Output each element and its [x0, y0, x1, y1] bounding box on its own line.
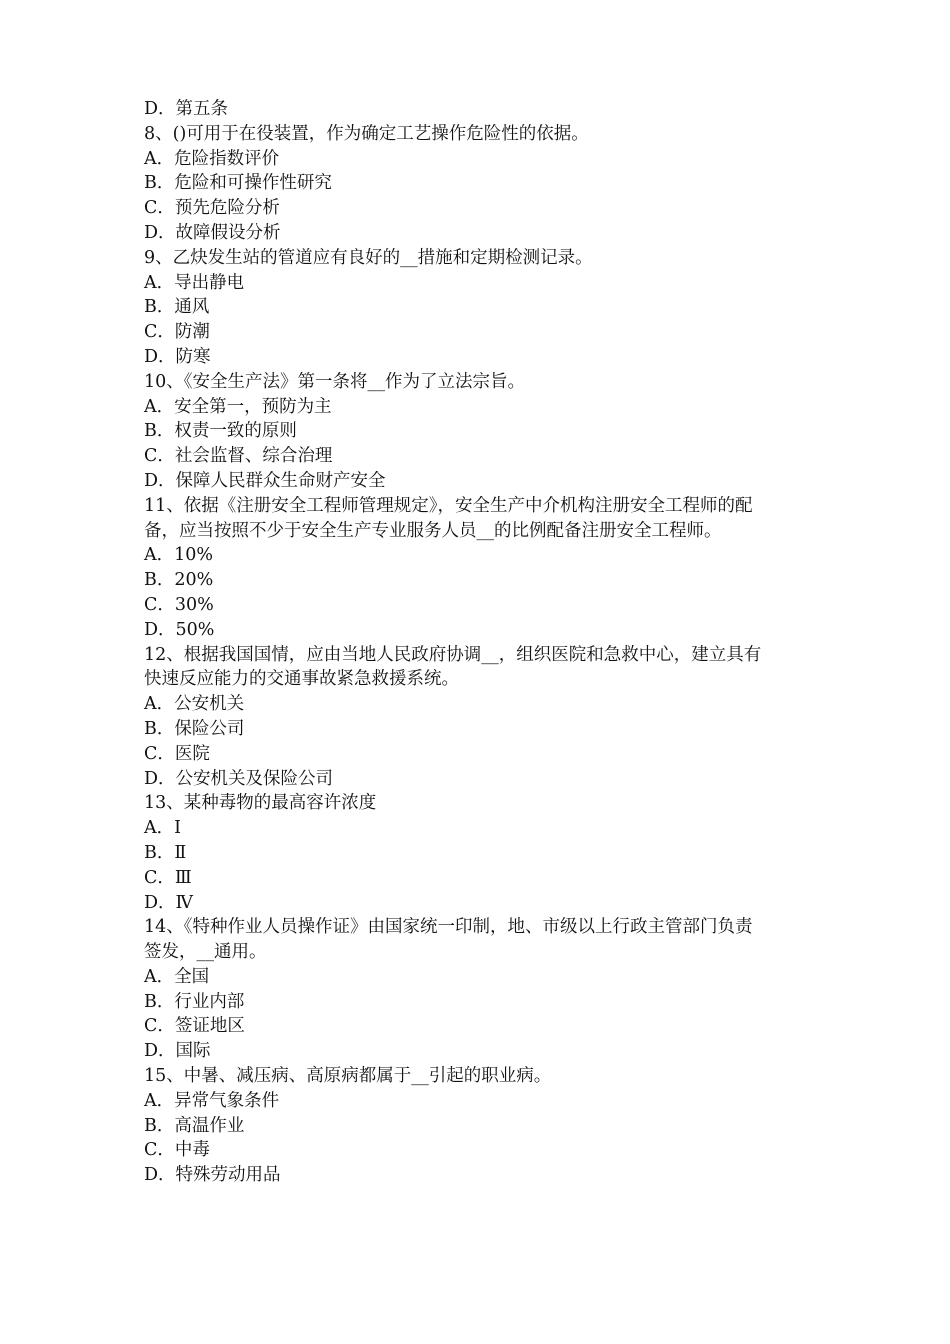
option-b: B．Ⅱ [144, 842, 187, 863]
option-a: A．导出静电 [144, 272, 245, 293]
option-d: D．特殊劳动用品 [144, 1165, 281, 1186]
question-8: 8、()可用于在役装置，作为确定工艺操作危险性的依据。 [144, 123, 589, 144]
question-12-cont: 快速反应能力的交通事故紧急救援系统。 [144, 669, 459, 690]
document-body [144, 97, 824, 1188]
option-c: C．Ⅲ [144, 867, 192, 888]
question-13: 13、某种毒物的最高容许浓度 [144, 793, 377, 814]
option-a: A．危险指数评价 [144, 148, 280, 169]
option-b: B．通风 [144, 297, 210, 318]
option-d: D．保障人民群众生命财产安全 [144, 470, 386, 491]
option-b: B．高温作业 [144, 1115, 245, 1136]
question-11: 11、依据《注册安全工程师管理规定》，安全生产中介机构注册安全工程师的配 [144, 495, 753, 516]
option-b: B．行业内部 [144, 991, 245, 1012]
option-d: D．第五条 [144, 99, 229, 119]
option-a: A．Ⅰ [144, 818, 182, 839]
option-c: C．中毒 [144, 1140, 210, 1161]
question-14: 14、《特种作业人员操作证》由国家统一印制，地、市级以上行政主管部门负责 [144, 917, 753, 938]
question-14-cont: 签发，__通用。 [144, 942, 267, 963]
option-b: B．权责一致的原则 [144, 421, 297, 442]
option-d: D．公安机关及保险公司 [144, 768, 334, 789]
option-c: C．防潮 [144, 322, 210, 343]
option-b: B．保险公司 [144, 718, 245, 739]
question-11-cont: 备，应当按照不少于安全生产专业服务人员__的比例配备注册安全工程师。 [144, 520, 722, 541]
option-a: A．异常气象条件 [144, 1090, 280, 1111]
option-a: A．公安机关 [144, 694, 245, 715]
option-c: C．医院 [144, 743, 210, 764]
option-d: D．国际 [144, 1041, 211, 1062]
question-12: 12、根据我国国情，应由当地人民政府协调__，组织医院和急救中心，建立具有 [144, 644, 762, 665]
option-b: B．危险和可操作性研究 [144, 173, 332, 194]
option-c: C．30% [144, 594, 214, 615]
option-d: D．故障假设分析 [144, 222, 281, 243]
option-c: C．签证地区 [144, 1016, 245, 1037]
option-c: C．社会监督、综合治理 [144, 446, 333, 467]
question-15: 15、中暑、减压病、高原病都属于__引起的职业病。 [144, 1066, 552, 1087]
question-10: 10、《安全生产法》第一条将__作为了立法宗旨。 [144, 371, 526, 392]
option-d: D．防寒 [144, 346, 211, 367]
option-d: D．Ⅳ [144, 892, 194, 913]
option-a: A．安全第一，预防为主 [144, 396, 332, 417]
option-a: A．全国 [144, 966, 210, 987]
question-9: 9、乙炔发生站的管道应有良好的__措施和定期检测记录。 [144, 247, 593, 268]
option-a: A．10% [144, 545, 214, 566]
option-c: C．预先危险分析 [144, 198, 280, 219]
option-d: D．50% [144, 619, 215, 640]
option-b: B．20% [144, 570, 214, 591]
